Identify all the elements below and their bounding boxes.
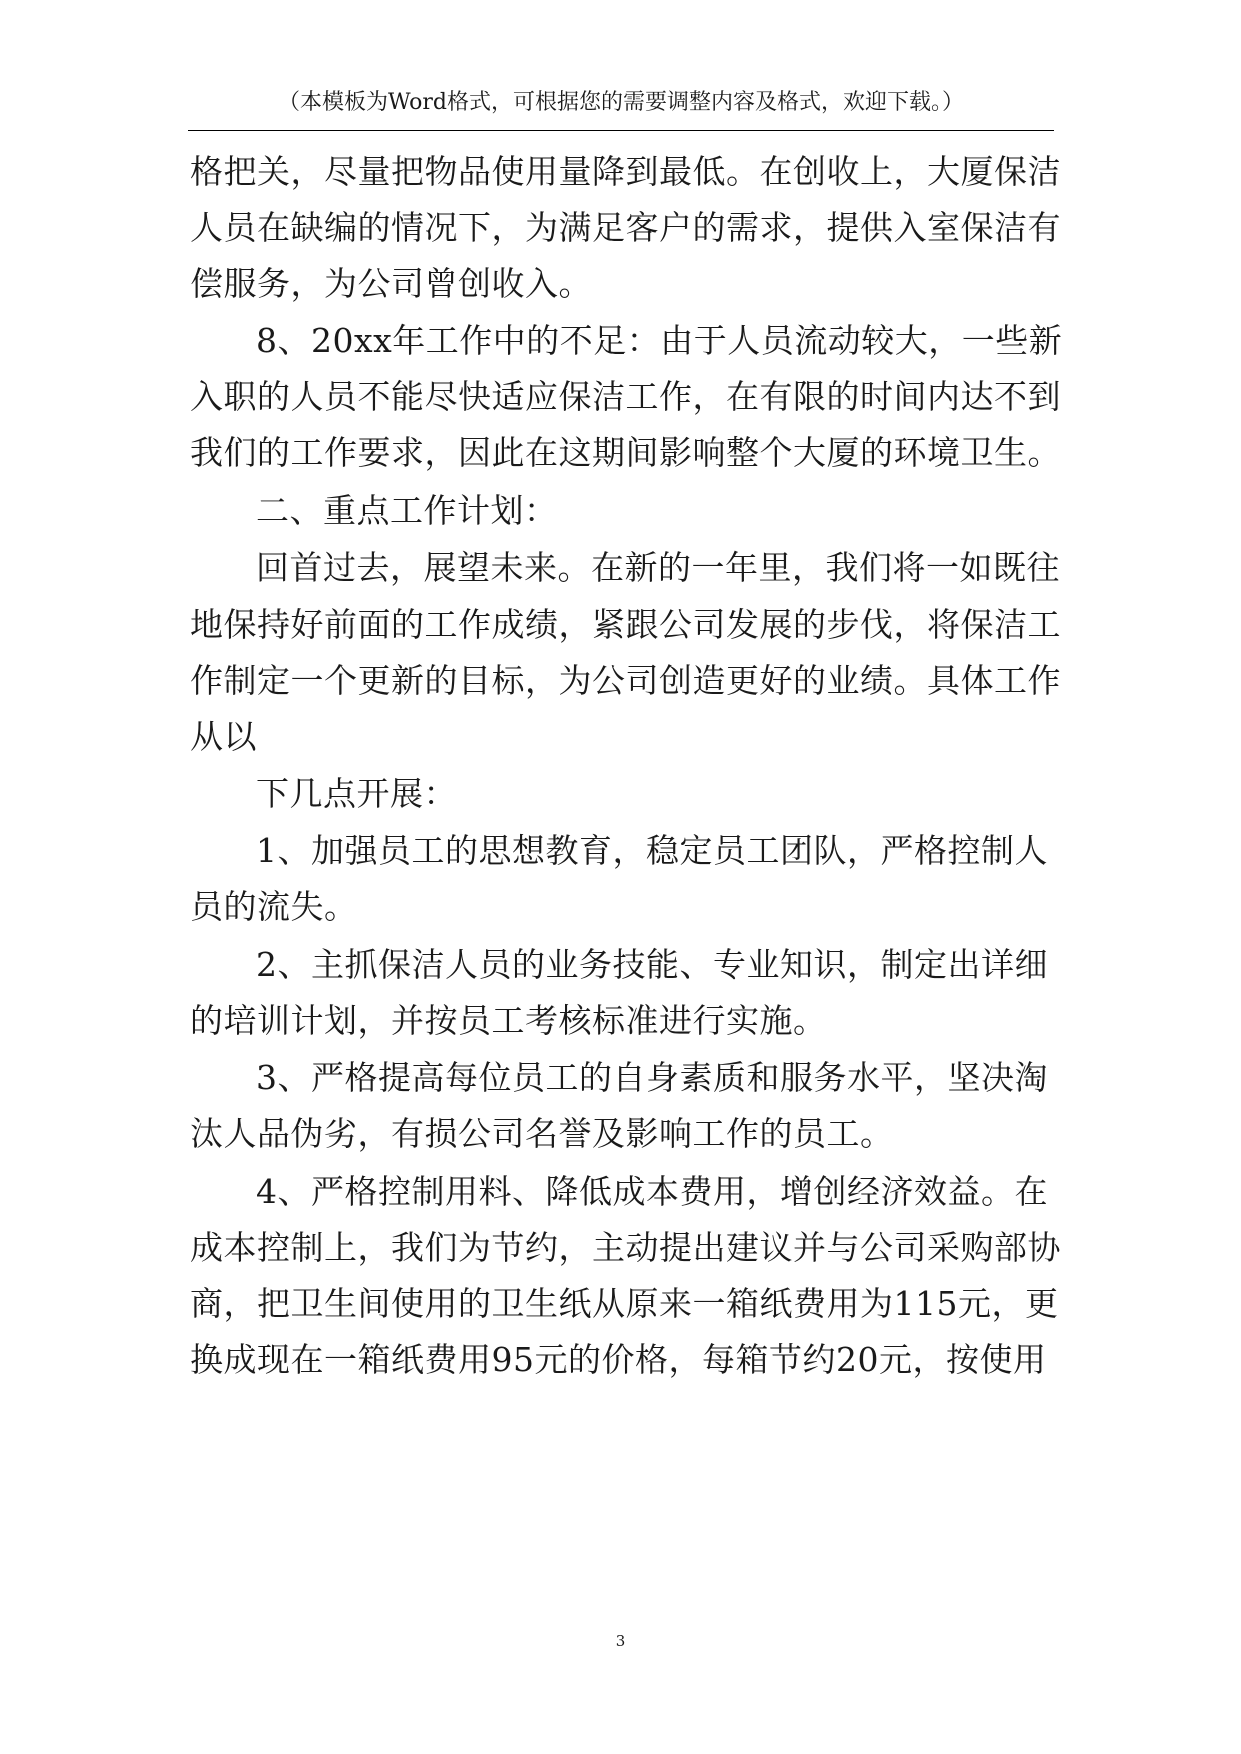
- body-line: 格把关，尽量把物品使用量降到最低。在创收上，大厦保洁: [190, 152, 1061, 191]
- body-line: 成本控制上，我们为节约，主动提出建议并与公司采购部协: [190, 1228, 1061, 1267]
- body-line: 的培训计划，并按员工考核标准进行实施。: [190, 1001, 827, 1040]
- body-line: 作制定一个更新的目标，为公司创造更好的业绩。具体工作: [190, 661, 1061, 700]
- body-line: 入职的人员不能尽快适应保洁工作，在有限的时间内达不到: [190, 377, 1061, 416]
- body-line: 1、加强员工的思想教育，稳定员工团队，严格控制人: [256, 831, 1048, 870]
- body-line: 从以: [190, 717, 257, 756]
- body-line: 回首过去，展望未来。在新的一年里，我们将一如既往: [256, 548, 1060, 587]
- page-number: 3: [615, 1632, 626, 1650]
- body-line: 员的流失。: [190, 887, 358, 926]
- header-divider: [188, 130, 1054, 131]
- body-line: 地保持好前面的工作成绩，紧跟公司发展的步伐，将保洁工: [190, 605, 1061, 644]
- body-line: 8、20xx年工作中的不足：由于人员流动较大，一些新: [256, 321, 1063, 360]
- body-line: 2、主抓保洁人员的业务技能、专业知识，制定出详细: [256, 945, 1048, 984]
- body-line: 3、严格提高每位员工的自身素质和服务水平，坚决淘: [256, 1058, 1048, 1097]
- body-line: 下几点开展：: [256, 774, 457, 813]
- body-line: 人员在缺编的情况下，为满足客户的需求，提供入室保洁有: [190, 208, 1061, 247]
- body-line: 商，把卫生间使用的卫生纸从原来一箱纸费用为115元，更: [190, 1284, 1059, 1323]
- body-line: 4、严格控制用料、降低成本费用，增创经济效益。在: [256, 1172, 1048, 1211]
- section-heading: 二、重点工作计划：: [256, 491, 558, 530]
- body-line: 偿服务，为公司曾创收入。: [190, 264, 592, 303]
- body-line: 我们的工作要求，因此在这期间影响整个大厦的环境卫生。: [190, 433, 1061, 472]
- body-line: 换成现在一箱纸费用95元的价格，每箱节约20元，按使用: [190, 1340, 1047, 1379]
- template-notice-header: （本模板为Word格式，可根据您的需要调整内容及格式，欢迎下载。）: [278, 90, 964, 115]
- body-line: 汰人品伪劣，有损公司名誉及影响工作的员工。: [190, 1114, 894, 1153]
